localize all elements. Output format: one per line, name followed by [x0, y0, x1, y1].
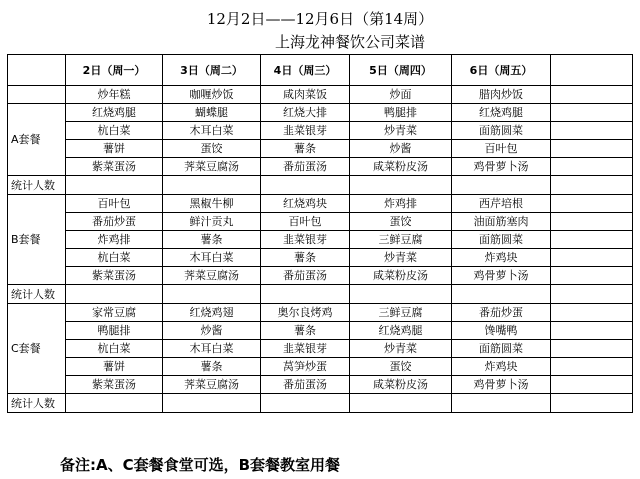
- menu-cell: 炸鸡排: [66, 231, 163, 249]
- menu-cell: 炸鸡块: [452, 358, 551, 376]
- menu-cell: 荠菜豆腐汤: [163, 376, 261, 394]
- empty-cell: [551, 358, 633, 376]
- menu-cell: 鸭腿排: [350, 104, 452, 122]
- menu-cell: 蛋饺: [350, 213, 452, 231]
- menu-cell: 薯条: [261, 322, 350, 340]
- menu-cell: 红烧鸡块: [261, 195, 350, 213]
- menu-cell: 番茄蛋汤: [261, 158, 350, 176]
- set-menu-row: [8, 158, 633, 176]
- menu-cell: 木耳白菜: [163, 122, 261, 140]
- menu-cell: 番茄蛋汤: [261, 267, 350, 285]
- count-row: [8, 285, 633, 304]
- count-input-cell[interactable]: [66, 394, 163, 413]
- menu-cell: 炸鸡排: [350, 195, 452, 213]
- menu-cell: 馋嘴鸭: [452, 322, 551, 340]
- menu-cell: 炒酱: [350, 140, 452, 158]
- staple-label-cell: [8, 86, 66, 104]
- header-day-1: 2日（周一）: [66, 55, 163, 86]
- menu-cell: 番茄炒蛋: [66, 213, 163, 231]
- menu-cell: 红烧鸡腿: [452, 104, 551, 122]
- set-menu-row: [8, 195, 633, 213]
- empty-cell: [551, 267, 633, 285]
- menu-cell: 红烧鸡腿: [66, 104, 163, 122]
- header-day-2: 3日（周二）: [163, 55, 261, 86]
- empty-cell: [551, 213, 633, 231]
- count-label-cell: 统计人数: [8, 285, 66, 304]
- count-input-cell[interactable]: [551, 394, 633, 413]
- menu-cell: 木耳白菜: [163, 249, 261, 267]
- menu-cell: 荠菜豆腐汤: [163, 267, 261, 285]
- menu-cell: 咸肉菜饭: [261, 86, 350, 104]
- empty-cell: [551, 195, 633, 213]
- empty-cell: [551, 86, 633, 104]
- empty-cell: [551, 249, 633, 267]
- staple-row: [8, 86, 633, 104]
- count-input-cell[interactable]: [66, 285, 163, 304]
- set-menu-row: [8, 231, 633, 249]
- menu-cell: 薯条: [261, 140, 350, 158]
- empty-cell: [551, 158, 633, 176]
- count-input-cell[interactable]: [66, 176, 163, 195]
- menu-cell: 莴笋炒蛋: [261, 358, 350, 376]
- empty-cell: [551, 376, 633, 394]
- menu-cell: 面筋圆菜: [452, 231, 551, 249]
- header-day-5: 6日（周五）: [452, 55, 551, 86]
- menu-cell: 炒年糕: [66, 86, 163, 104]
- set-menu-row: [8, 322, 633, 340]
- empty-cell: [551, 231, 633, 249]
- menu-cell: 百叶包: [452, 140, 551, 158]
- menu-cell: 炒酱: [163, 322, 261, 340]
- menu-cell: 蝴蝶腿: [163, 104, 261, 122]
- menu-cell: 红烧鸡腿: [350, 322, 452, 340]
- count-input-cell[interactable]: [261, 394, 350, 413]
- empty-cell: [551, 322, 633, 340]
- empty-cell: [551, 104, 633, 122]
- menu-cell: 炸鸡块: [452, 249, 551, 267]
- menu-cell: 百叶包: [66, 195, 163, 213]
- count-label-cell: 统计人数: [8, 176, 66, 195]
- set-menu-row: [8, 267, 633, 285]
- menu-cell: 杭白菜: [66, 249, 163, 267]
- menu-cell: 薯条: [261, 249, 350, 267]
- menu-date-title: 12月2日——12月6日（第14周）: [206, 10, 434, 28]
- menu-cell: 奥尔良烤鸡: [261, 304, 350, 322]
- menu-cell: 木耳白菜: [163, 340, 261, 358]
- menu-cell: 蛋饺: [163, 140, 261, 158]
- set-menu-row: [8, 376, 633, 394]
- menu-cell: 西芹培根: [452, 195, 551, 213]
- set-menu-row: [8, 140, 633, 158]
- menu-cell: 鸡骨萝卜汤: [452, 267, 551, 285]
- menu-cell: 韭菜银芽: [261, 340, 350, 358]
- menu-cell: 黑椒牛柳: [163, 195, 261, 213]
- set-menu-row: [8, 304, 633, 322]
- menu-cell: 鲜汁贡丸: [163, 213, 261, 231]
- set-menu-row: [8, 104, 633, 122]
- weekly-menu-table: [7, 54, 633, 413]
- count-input-cell[interactable]: [163, 394, 261, 413]
- menu-cell: 鸭腿排: [66, 322, 163, 340]
- menu-cell: 紫菜蛋汤: [66, 376, 163, 394]
- set-menu-row: [8, 213, 633, 231]
- count-input-cell[interactable]: [261, 285, 350, 304]
- menu-cell: 腊肉炒饭: [452, 86, 551, 104]
- set-name-cell: C套餐: [8, 304, 66, 394]
- set-menu-row: [8, 340, 633, 358]
- menu-cell: 鸡骨萝卜汤: [452, 376, 551, 394]
- menu-cell: 鸡骨萝卜汤: [452, 158, 551, 176]
- empty-cell: [551, 140, 633, 158]
- menu-cell: 番茄炒蛋: [452, 304, 551, 322]
- menu-body: [8, 86, 633, 413]
- menu-cell: 面筋圆菜: [452, 340, 551, 358]
- menu-cell: 韭菜银芽: [261, 122, 350, 140]
- footer-note: 备注:A、C套餐食堂可选，B套餐教室用餐: [60, 456, 341, 474]
- menu-cell: 炒面: [350, 86, 452, 104]
- menu-cell: 红烧鸡翅: [163, 304, 261, 322]
- count-input-cell[interactable]: [452, 176, 551, 195]
- menu-cell: 番茄蛋汤: [261, 376, 350, 394]
- count-label-cell: 统计人数: [8, 394, 66, 413]
- menu-cell: 油面筋塞肉: [452, 213, 551, 231]
- menu-cell: 薯条: [163, 358, 261, 376]
- header-day-3: 4日（周三）: [261, 55, 350, 86]
- menu-cell: 杭白菜: [66, 340, 163, 358]
- header-empty-cell: [551, 55, 633, 86]
- count-input-cell[interactable]: [350, 176, 452, 195]
- menu-cell: 咸菜粉皮汤: [350, 376, 452, 394]
- set-name-cell: B套餐: [8, 195, 66, 285]
- menu-cell: 蛋饺: [350, 358, 452, 376]
- empty-cell: [551, 304, 633, 322]
- count-input-cell[interactable]: [551, 285, 633, 304]
- menu-cell: 咸菜粉皮汤: [350, 158, 452, 176]
- header-corner-cell: [8, 55, 66, 86]
- set-menu-row: [8, 358, 633, 376]
- menu-cell: 紫菜蛋汤: [66, 267, 163, 285]
- set-name-cell: A套餐: [8, 104, 66, 176]
- menu-cell: 薯饼: [66, 358, 163, 376]
- menu-cell: 咖喱炒饭: [163, 86, 261, 104]
- set-menu-row: [8, 122, 633, 140]
- menu-cell: 百叶包: [261, 213, 350, 231]
- empty-cell: [551, 122, 633, 140]
- count-input-cell[interactable]: [452, 394, 551, 413]
- count-row: [8, 176, 633, 195]
- header-row: [8, 55, 633, 86]
- menu-cell: 紫菜蛋汤: [66, 158, 163, 176]
- menu-company-title: 上海龙神餐饮公司菜谱: [274, 33, 425, 51]
- empty-cell: [551, 340, 633, 358]
- menu-cell: 家常豆腐: [66, 304, 163, 322]
- menu-cell: 薯饼: [66, 140, 163, 158]
- count-input-cell[interactable]: [452, 285, 551, 304]
- count-input-cell[interactable]: [350, 394, 452, 413]
- count-input-cell[interactable]: [350, 285, 452, 304]
- menu-cell: 炒青菜: [350, 122, 452, 140]
- count-input-cell[interactable]: [163, 176, 261, 195]
- menu-cell: 炒青菜: [350, 340, 452, 358]
- menu-cell: 红烧大排: [261, 104, 350, 122]
- menu-cell: 三鲜豆腐: [350, 304, 452, 322]
- menu-cell: 韭菜银芽: [261, 231, 350, 249]
- count-row: [8, 394, 633, 413]
- menu-cell: 薯条: [163, 231, 261, 249]
- count-input-cell[interactable]: [551, 176, 633, 195]
- set-menu-row: [8, 249, 633, 267]
- header-day-4: 5日（周四）: [350, 55, 452, 86]
- menu-cell: 咸菜粉皮汤: [350, 267, 452, 285]
- menu-cell: 炒青菜: [350, 249, 452, 267]
- menu-cell: 杭白菜: [66, 122, 163, 140]
- menu-cell: 面筋圆菜: [452, 122, 551, 140]
- count-input-cell[interactable]: [261, 176, 350, 195]
- count-input-cell[interactable]: [163, 285, 261, 304]
- menu-cell: 荠菜豆腐汤: [163, 158, 261, 176]
- menu-cell: 三鲜豆腐: [350, 231, 452, 249]
